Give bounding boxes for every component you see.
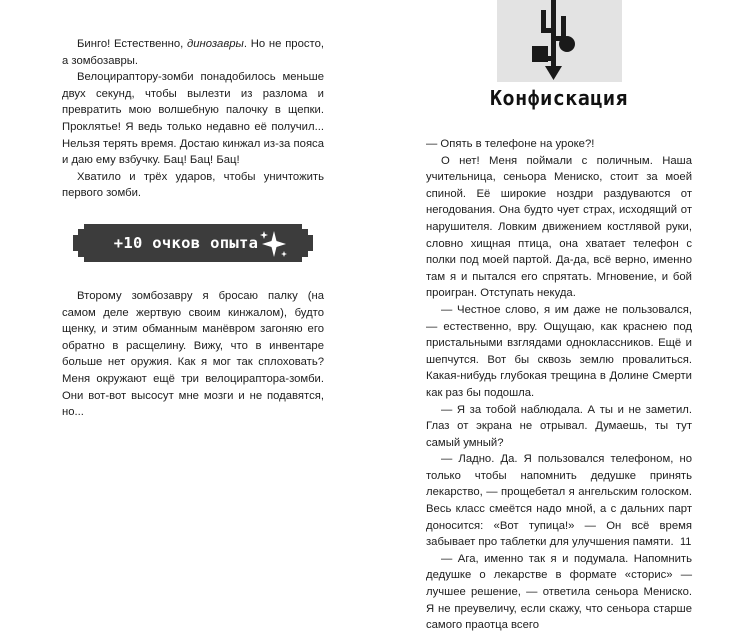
paragraph: — Опять в телефоне на уроке?!: [426, 138, 595, 150]
paragraph: — Ладно. Да. Я пользовался телефоном, но только чтобы напомнить дедушке принять лекарство, — прощебетал я ангельским голоском. Весь класс смеётся надо мной, а с дальних парт доносится: «Вот тупица!» — Он всё время забывает про таблетки для улучшения памяти.: [426, 453, 692, 549]
paragraph: Второму зомбозавру я бросаю палку (на самом деле жертвую своим кинжалом), будто щенку, и этим обманным манёвром загоняю его обратно в расщелину. Вижу, что в инвентаре больше нет оружия. Как я мог так сплоховать? Меня окружают ещё три велоцираптора-зомби. Они вот-вот высосут мне мозги и не подавятся, но...: [62, 289, 324, 419]
paragraph: — Честное слово, я им даже не пользовался, — естественно, вру. Ощущаю, как краснею под пристальными взглядами одноклассников. Ещё и шепчутся. Вот бы сквозь землю провалиться. Какая-нибудь глубокая трещина в Долине Смерти как раз бы подошла.: [426, 303, 692, 399]
page-number: 11: [680, 536, 692, 548]
xp-reward-badge: [62, 224, 324, 266]
paragraph: Велоцираптору-зомби понадобилось меньше двух секунд, чтобы вылезти из разлома и превратить мою волшебную палочку в щепки. Проклятье! Я ведь только недавно её получил... Нельзя терять время. Достаю кинжал из-за пояса и даю ему взбучку. Бац! Бац! Бац!: [62, 71, 324, 167]
sparkle-icon: [258, 229, 288, 259]
paragraph: — Я за тобой наблюдала. А ты и не заметил. Глаз от экрана не отрывал. Думаешь, ты тут самый умный?: [426, 403, 692, 449]
paragraph: Хватило и трёх ударов, чтобы уничтожить первого зомби.: [62, 170, 324, 200]
chapter-illustration: [497, 0, 622, 82]
paragraph: — Ага, именно так я и подумала. Напомнить дедушке о лекарстве в формате «сторис» — лучшее решение, — ответила сеньора Мениско. Я не преувеличу, если скажу, что сеньора старше самого праотца всего: [426, 552, 692, 632]
paragraph: О нет! Меня поймали с поличным. Наша учительница, сеньора Мениско, стоит за моей спиной. Её широкие ноздри раздуваются от негодования. Она будто чует страх, исходящий от нарушителя. Ловким движением костлявой руки, словно хищная птица, она хватает телефон с полки под моей партой. Да-да, всё верно, именно там я и пытался его спрятать. Мгновение, и бой проигран. Отступать некуда.: [426, 154, 692, 300]
left-page: [62, 36, 324, 421]
xp-reward-text: +10 очков опыта: [113, 233, 259, 252]
usb-plug-icon: [497, 0, 622, 82]
chapter-title: Конфискация: [490, 86, 628, 110]
chapter-body: [426, 136, 692, 634]
paragraph: Бинго! Естественно, динозавры. Но не просто, а зомбозавры.: [62, 38, 324, 67]
